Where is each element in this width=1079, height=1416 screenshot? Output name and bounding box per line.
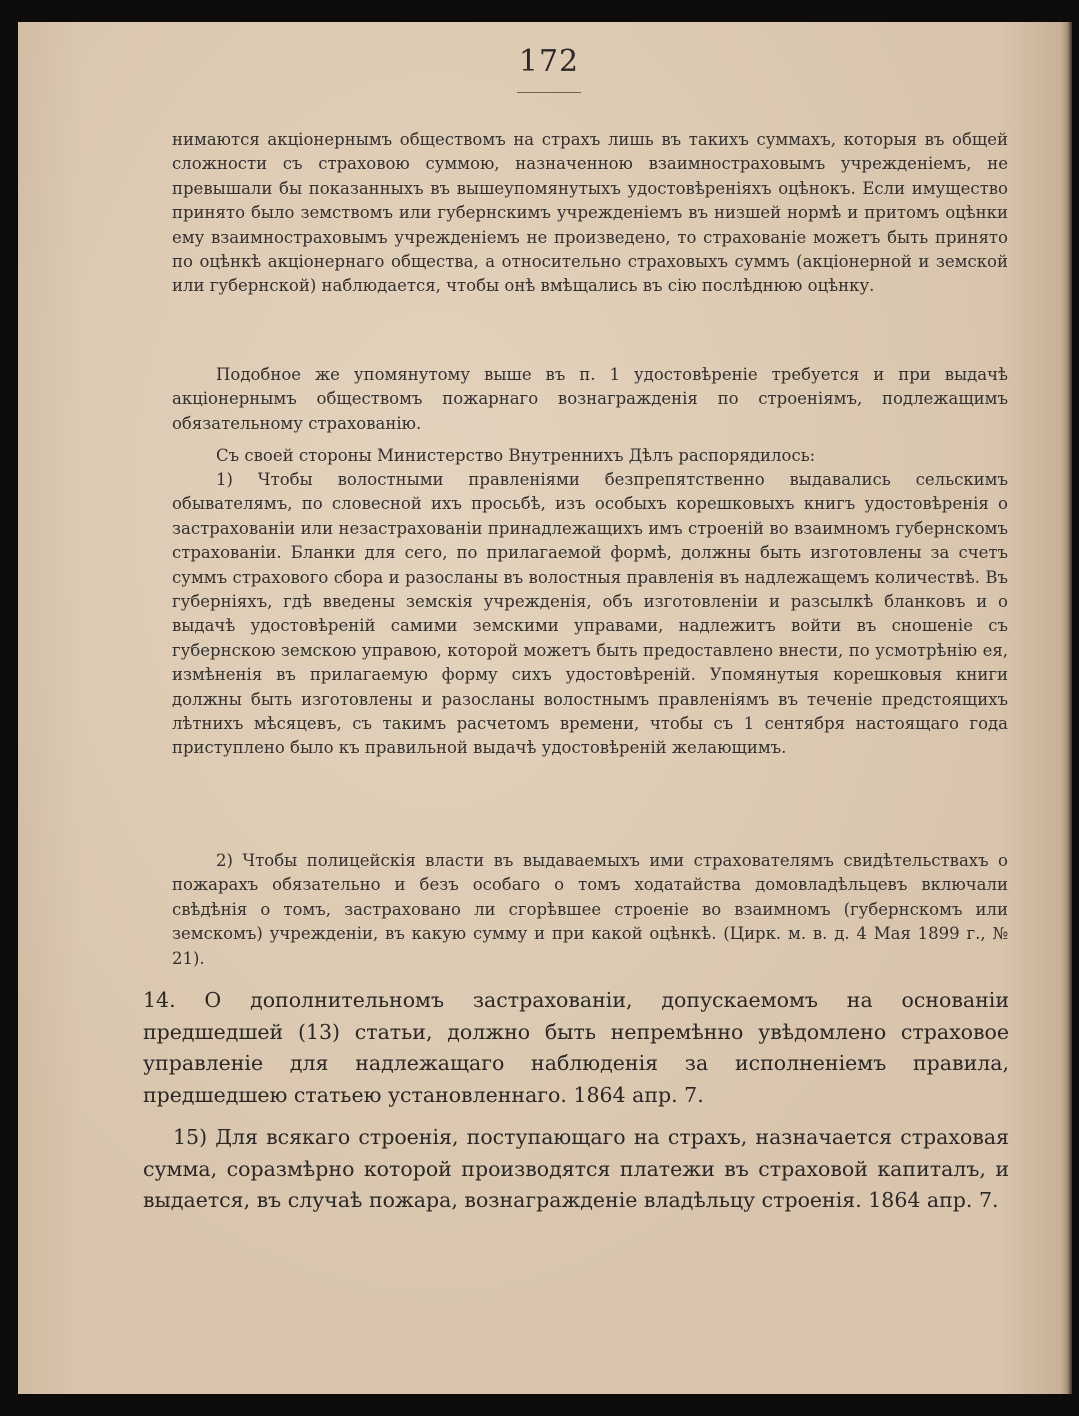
order-item-1: 1) Чтобы волостными правленіями безпрепятственно выдавались сельскимъ обывателямъ, по словесной ихъ просьбѣ, изъ особыхъ корешковыхъ книгъ удостовѣренія о застрахованіи или незастрахованіи принадлежащихъ имъ строеній во взаимномъ губернскомъ страхованіи. Бланки для сего, по прилагаемой формѣ, должны быть изготовлены за счетъ суммъ страхового сбора и разосланы въ волостныя правленія въ надлежащемъ количествѣ. Въ губерніяхъ, гдѣ введены земскія учрежденія, объ изготовленіи и разсылкѣ бланковъ и о выдачѣ удостовѣреній самими земскими управами, надлежитъ войти въ сношеніе съ губернскою земскою управою, которой можетъ быть предоставлено внести, по усмотрѣнію ея, измѣненія въ прилагаемую форму сихъ удостовѣреній. Упомянутыя корешковыя книги должны быть изготовлены и разосланы волостнымъ правленіямъ въ теченіе предстоящихъ лѣтнихъ мѣсяцевъ, съ такимъ расчетомъ времени, чтобы съ 1 сентября настоящаго года приступлено было къ правильной выдачѣ удостовѣреній желающимъ. bbox=[172, 470, 1008, 758]
article-15: 15) Для всякаго строенія, поступающаго на страхъ, назначается страховая сумма, соразмѣрно которой производятся платежи въ страховой капиталъ, и выдается, въ случаѣ пожара, вознагражденіе владѣльцу строенія. 1864 апр. 7. bbox=[143, 1125, 1009, 1212]
paragraph-continuation: нимаются акціонернымъ обществомъ на страхъ лишь въ такихъ суммахъ, которыя въ общей сложности съ страховою суммою, назначенною взаимностраховымъ учрежденіемъ, не превышали бы показанныхъ въ вышеупомянутыхъ удостовѣреніяхъ оцѣнокъ. Если имущество принято было земствомъ или губернскимъ учрежденіемъ въ низшей нормѣ и притомъ оцѣнки ему взаимностраховымъ учрежденіемъ не произведено, то страхованіе можетъ быть принято по оцѣнкѣ акціонернаго общества, а относительно страховыхъ суммъ (акціонерной и земской или губернской) наблюдается, чтобы онѣ вмѣщались въ сію послѣднюю оцѣнку. bbox=[172, 130, 1008, 296]
page-number: 172 bbox=[518, 44, 580, 79]
paragraph-ministry-order: Съ своей стороны Министерство Внутреннихъ Дѣлъ распорядилось: bbox=[216, 446, 816, 465]
page-edge bbox=[1060, 22, 1072, 1394]
page-number-rule bbox=[517, 92, 581, 93]
order-item-2: 2) Чтобы полицейскія власти въ выдаваемыхъ ими страхователямъ свидѣтельствахъ о пожарахъ обязательно и безъ особаго о томъ ходатайства домовладѣльцевъ включали свѣдѣнія о томъ, застраховано ли сгорѣвшее строеніе во взаимномъ (губернскомъ или земскомъ) учрежденіи, въ какую сумму и при какой оцѣнкѣ. (Цирк. м. в. д. 4 Мая 1899 г., № 21). bbox=[172, 851, 1008, 968]
paragraph-similar-certificate: Подобное же упомянутому выше въ п. 1 удостовѣреніе требуется и при выдачѣ акціонернымъ обществомъ пожарнаго вознагражденія по строеніямъ, подлежащимъ обязательному страхованію. bbox=[172, 365, 1008, 433]
article-14: 14. О дополнительномъ застрахованіи, допускаемомъ на основаніи предшедшей (13) статьи, должно быть непремѣнно увѣдомлено страховое управленіе для надлежащаго наблюденія за исполненіемъ правила, предшедшею статьею установленнаго. 1864 апр. 7. bbox=[143, 988, 1009, 1107]
